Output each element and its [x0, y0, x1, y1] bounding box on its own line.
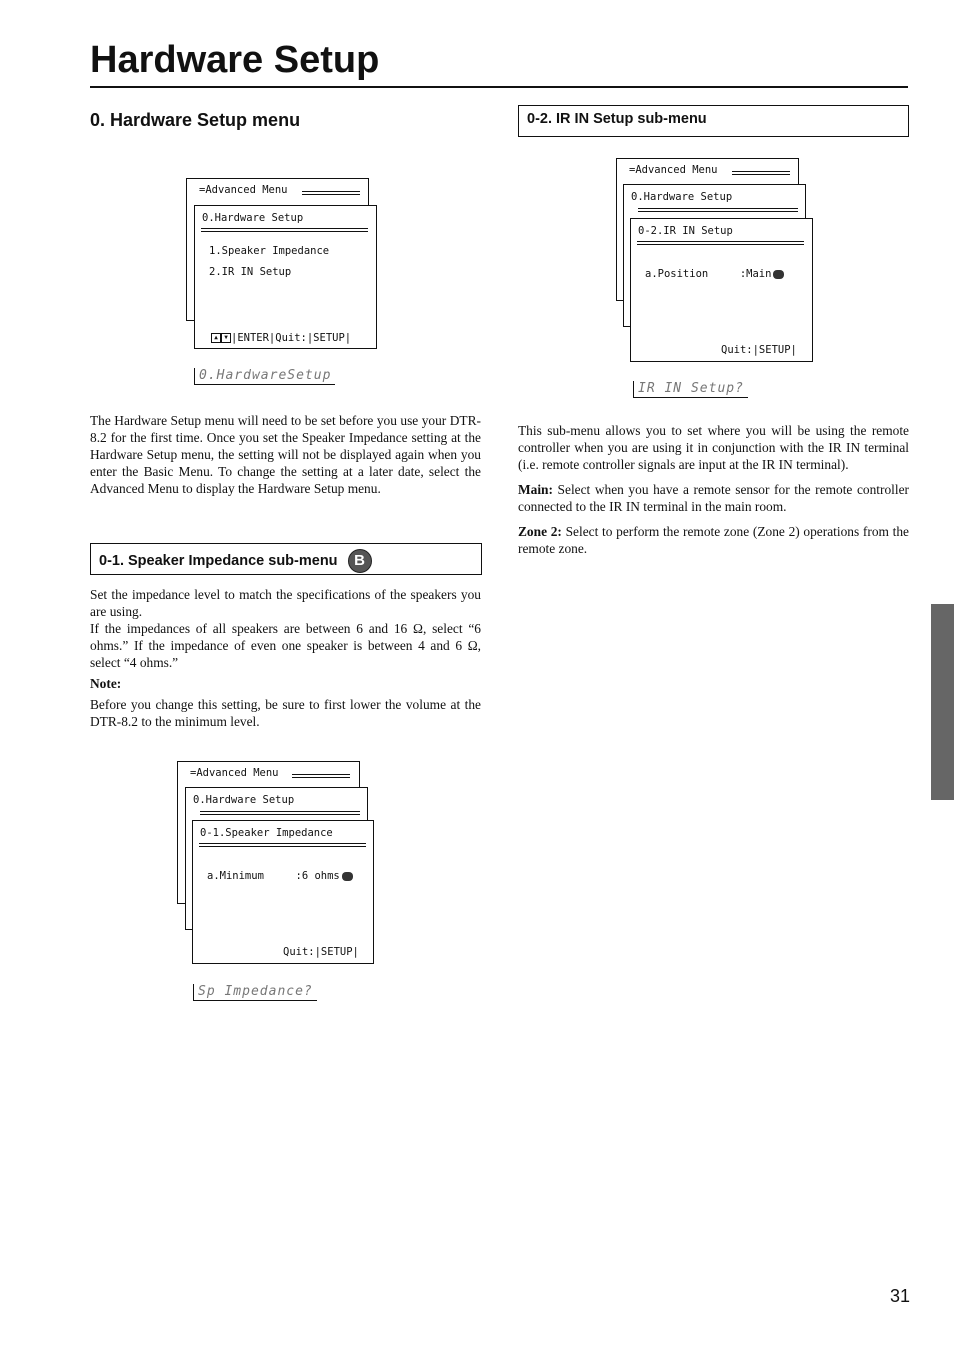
main-option-paragraph: Main: Select when you have a remote sensor for the remote controller connected to the IR IN terminal in the main room.	[518, 482, 909, 514]
screen-front-panel	[192, 820, 374, 964]
lcd-display: Sp Impedance?	[193, 984, 317, 1001]
paragraph: If the impedances of all speakers are between 6 and 16 Ω, select “6 ohms.” If the impedance of even one speaker is between 4 and 6 Ω, select “4 ohms.”	[90, 621, 481, 670]
lcd-display: IR IN Setup?	[633, 381, 748, 398]
jog-dial-icon	[342, 872, 353, 881]
menu-item-ir-in-setup: 2.IR IN Setup	[209, 266, 292, 278]
speaker-impedance-label: 0-1.Speaker Impedance	[200, 827, 333, 839]
paragraph: This sub-menu allows you to set where you will be using the remote controller when you are using it in conjunction with the IR IN terminal (i.e. remote controller signals are input at the IR IN terminal).	[518, 423, 909, 472]
chapter-side-tab	[931, 604, 954, 800]
screen-footer: Quit:|SETUP|	[283, 946, 359, 958]
screen-footer: ▲ ▼ |ENTER|Quit:|SETUP|	[211, 332, 351, 344]
hardware-setup-label: 0.Hardware Setup	[193, 794, 295, 806]
page-title: Hardware Setup	[90, 36, 908, 88]
lcd-display: 0.HardwareSetup	[194, 368, 335, 385]
section-heading-hardware-setup-menu: 0. Hardware Setup menu	[90, 110, 301, 130]
intro-paragraph: The Hardware Setup menu will need to be set before you use your DTR-8.2 for the first time. Once you set the Speaker Impedance setting at the Hardware Setup menu, the setting will not be displayed again when you enter the Basic Menu. To change the setting at a later date, select the Advanced Menu to display the Hardware Setup menu.	[90, 413, 481, 496]
note-text: Before you change this setting, be sure to first lower the volume at the DTR-8.2 to the minimum level.	[90, 697, 481, 729]
up-arrow-icon: ▲	[211, 333, 221, 343]
note-label: Note:	[90, 676, 122, 691]
zone2-option-paragraph: Zone 2: Select to perform the remote zone (Zone 2) operations from the remote zone.	[518, 524, 909, 556]
advanced-menu-label: =Advanced Menu	[199, 184, 288, 196]
screen-footer: Quit:|SETUP|	[721, 344, 797, 356]
page-number: 31	[889, 1286, 910, 1306]
subsection-heading-text: 0-1. Speaker Impedance sub-menu	[99, 552, 338, 569]
jog-dial-icon	[773, 270, 784, 279]
b-badge-icon: B	[348, 549, 372, 573]
speaker-impedance-text	[90, 586, 481, 730]
position-row: a.Position :Main	[645, 268, 784, 280]
advanced-menu-label: =Advanced Menu	[190, 767, 279, 779]
screen-front-panel	[630, 218, 813, 362]
advanced-menu-label: =Advanced Menu	[629, 164, 718, 176]
subsection-heading-speaker-impedance	[90, 543, 482, 575]
subsection-heading-text: 0-2. IR IN Setup sub-menu	[527, 111, 707, 127]
paragraph: Set the impedance level to match the specifications of the speakers you are using.	[90, 587, 481, 619]
menu-item-speaker-impedance: 1.Speaker Impedance	[209, 245, 330, 257]
subsection-heading-ir-in-setup	[518, 105, 909, 137]
hardware-setup-label: 0.Hardware Setup	[631, 191, 733, 203]
ir-in-setup-label: 0-2.IR IN Setup	[638, 225, 733, 237]
ir-in-setup-text	[518, 422, 909, 561]
down-arrow-icon: ▼	[221, 333, 231, 343]
hardware-setup-label: 0.Hardware Setup	[202, 212, 304, 224]
minimum-row: a.Minimum :6 ohms	[207, 870, 353, 882]
screen-front-panel	[194, 205, 377, 349]
